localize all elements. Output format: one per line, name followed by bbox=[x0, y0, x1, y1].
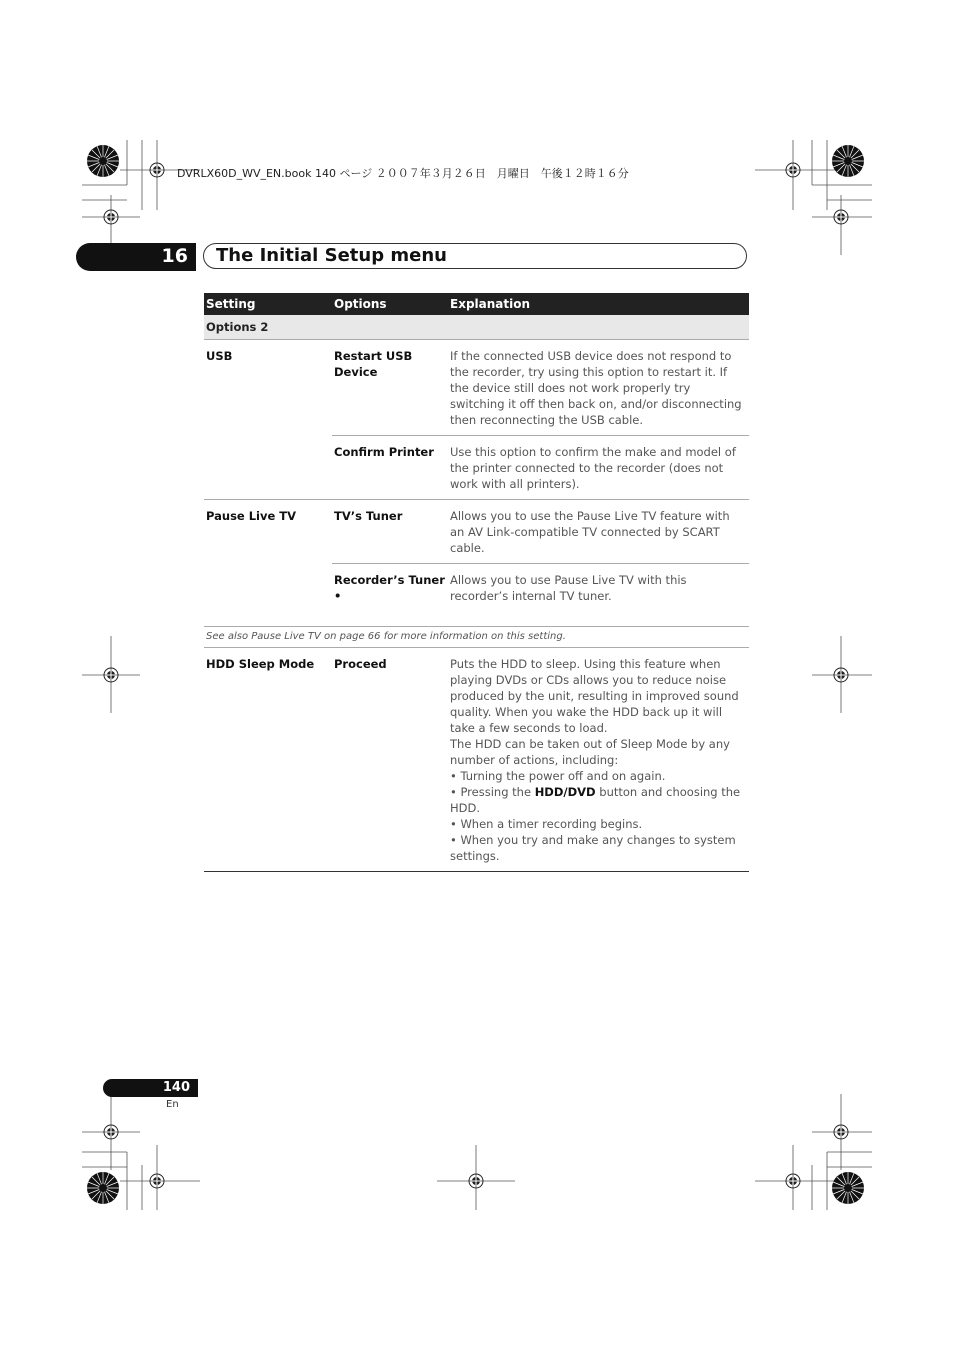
table-row bbox=[204, 564, 749, 627]
hdd-para-1: Puts the HDD to sleep. Using this feature when playing DVDs or CDs allows you to reduce noise produced by the unit, resulting in improved sound quality. When you wake the HDD back up it will take a few seconds to load. bbox=[450, 657, 739, 735]
header-options: Options bbox=[332, 293, 448, 315]
option-proceed: Proceed bbox=[332, 648, 448, 872]
setting-pause-live-tv: Pause Live TV bbox=[204, 500, 332, 564]
setup-table bbox=[204, 293, 749, 872]
option-restart-usb: Restart USB Device bbox=[332, 340, 448, 436]
option-recorder-tuner: Recorder’s Tuner • bbox=[332, 564, 448, 627]
hdd-bullet-2 bbox=[450, 784, 747, 816]
option-tv-tuner: TV’s Tuner bbox=[332, 500, 448, 564]
hdd-bullet-3: • When a timer recording begins. bbox=[450, 817, 643, 831]
hdd-bullet-2-post: button and choosing the HDD. bbox=[450, 785, 741, 815]
chapter-number: 16 bbox=[161, 245, 188, 267]
chapter-title: The Initial Setup menu bbox=[216, 245, 447, 266]
setting-usb: USB bbox=[204, 340, 332, 436]
page-number: 140 bbox=[162, 1080, 190, 1095]
option-confirm-printer: Confirm Printer bbox=[332, 436, 448, 500]
setting-hdd-sleep: HDD Sleep Mode bbox=[204, 648, 332, 872]
page-language: En bbox=[166, 1099, 179, 1110]
table-header-row bbox=[204, 293, 749, 315]
table-row bbox=[204, 340, 749, 436]
chapter-title-box bbox=[203, 243, 747, 269]
hdd-bullet-4: • When you try and make any changes to system settings. bbox=[450, 833, 736, 863]
table-row bbox=[204, 648, 749, 872]
section-row bbox=[204, 315, 749, 340]
empty-cell bbox=[204, 564, 332, 627]
note-row bbox=[204, 627, 749, 648]
header-explanation: Explanation bbox=[448, 293, 749, 315]
hdd-dvd-button-label: HDD/DVD bbox=[534, 785, 596, 799]
page-number-badge bbox=[103, 1079, 198, 1097]
table-row bbox=[204, 436, 749, 500]
explanation-confirm-printer: Use this option to confirm the make and model of the printer connected to the recorder (does not work with all printers). bbox=[448, 436, 749, 500]
hdd-bullet-2-pre: • Pressing the bbox=[450, 785, 535, 799]
chapter-badge bbox=[76, 243, 196, 271]
empty-cell bbox=[204, 436, 332, 500]
explanation-hdd-sleep bbox=[448, 648, 749, 872]
explanation-tv-tuner: Allows you to use the Pause Live TV feature with an AV Link-compatible TV connected by SCART cable. bbox=[448, 500, 749, 564]
hdd-bullet-1: • Turning the power off and on again. bbox=[450, 769, 666, 783]
table-row bbox=[204, 500, 749, 564]
hdd-para-2: The HDD can be taken out of Sleep Mode by any number of actions, including: bbox=[450, 737, 730, 767]
header-setting: Setting bbox=[204, 293, 332, 315]
explanation-restart-usb: If the connected USB device does not respond to the recorder, try using this option to restart it. If the device still does not work properly try switching it off then back on, and/or disconnecting then reconnecting the USB cable. bbox=[448, 340, 749, 436]
book-file-header: DVRLX60D_WV_EN.book 140 ページ ２００７年３月２６日 月曜日 午後１２時１６分 bbox=[177, 167, 629, 180]
explanation-recorder-tuner: Allows you to use Pause Live TV with this recorder’s internal TV tuner. bbox=[448, 564, 749, 627]
note-text: See also Pause Live TV on page 66 for more information on this setting. bbox=[204, 627, 749, 648]
section-title: Options 2 bbox=[204, 315, 749, 340]
